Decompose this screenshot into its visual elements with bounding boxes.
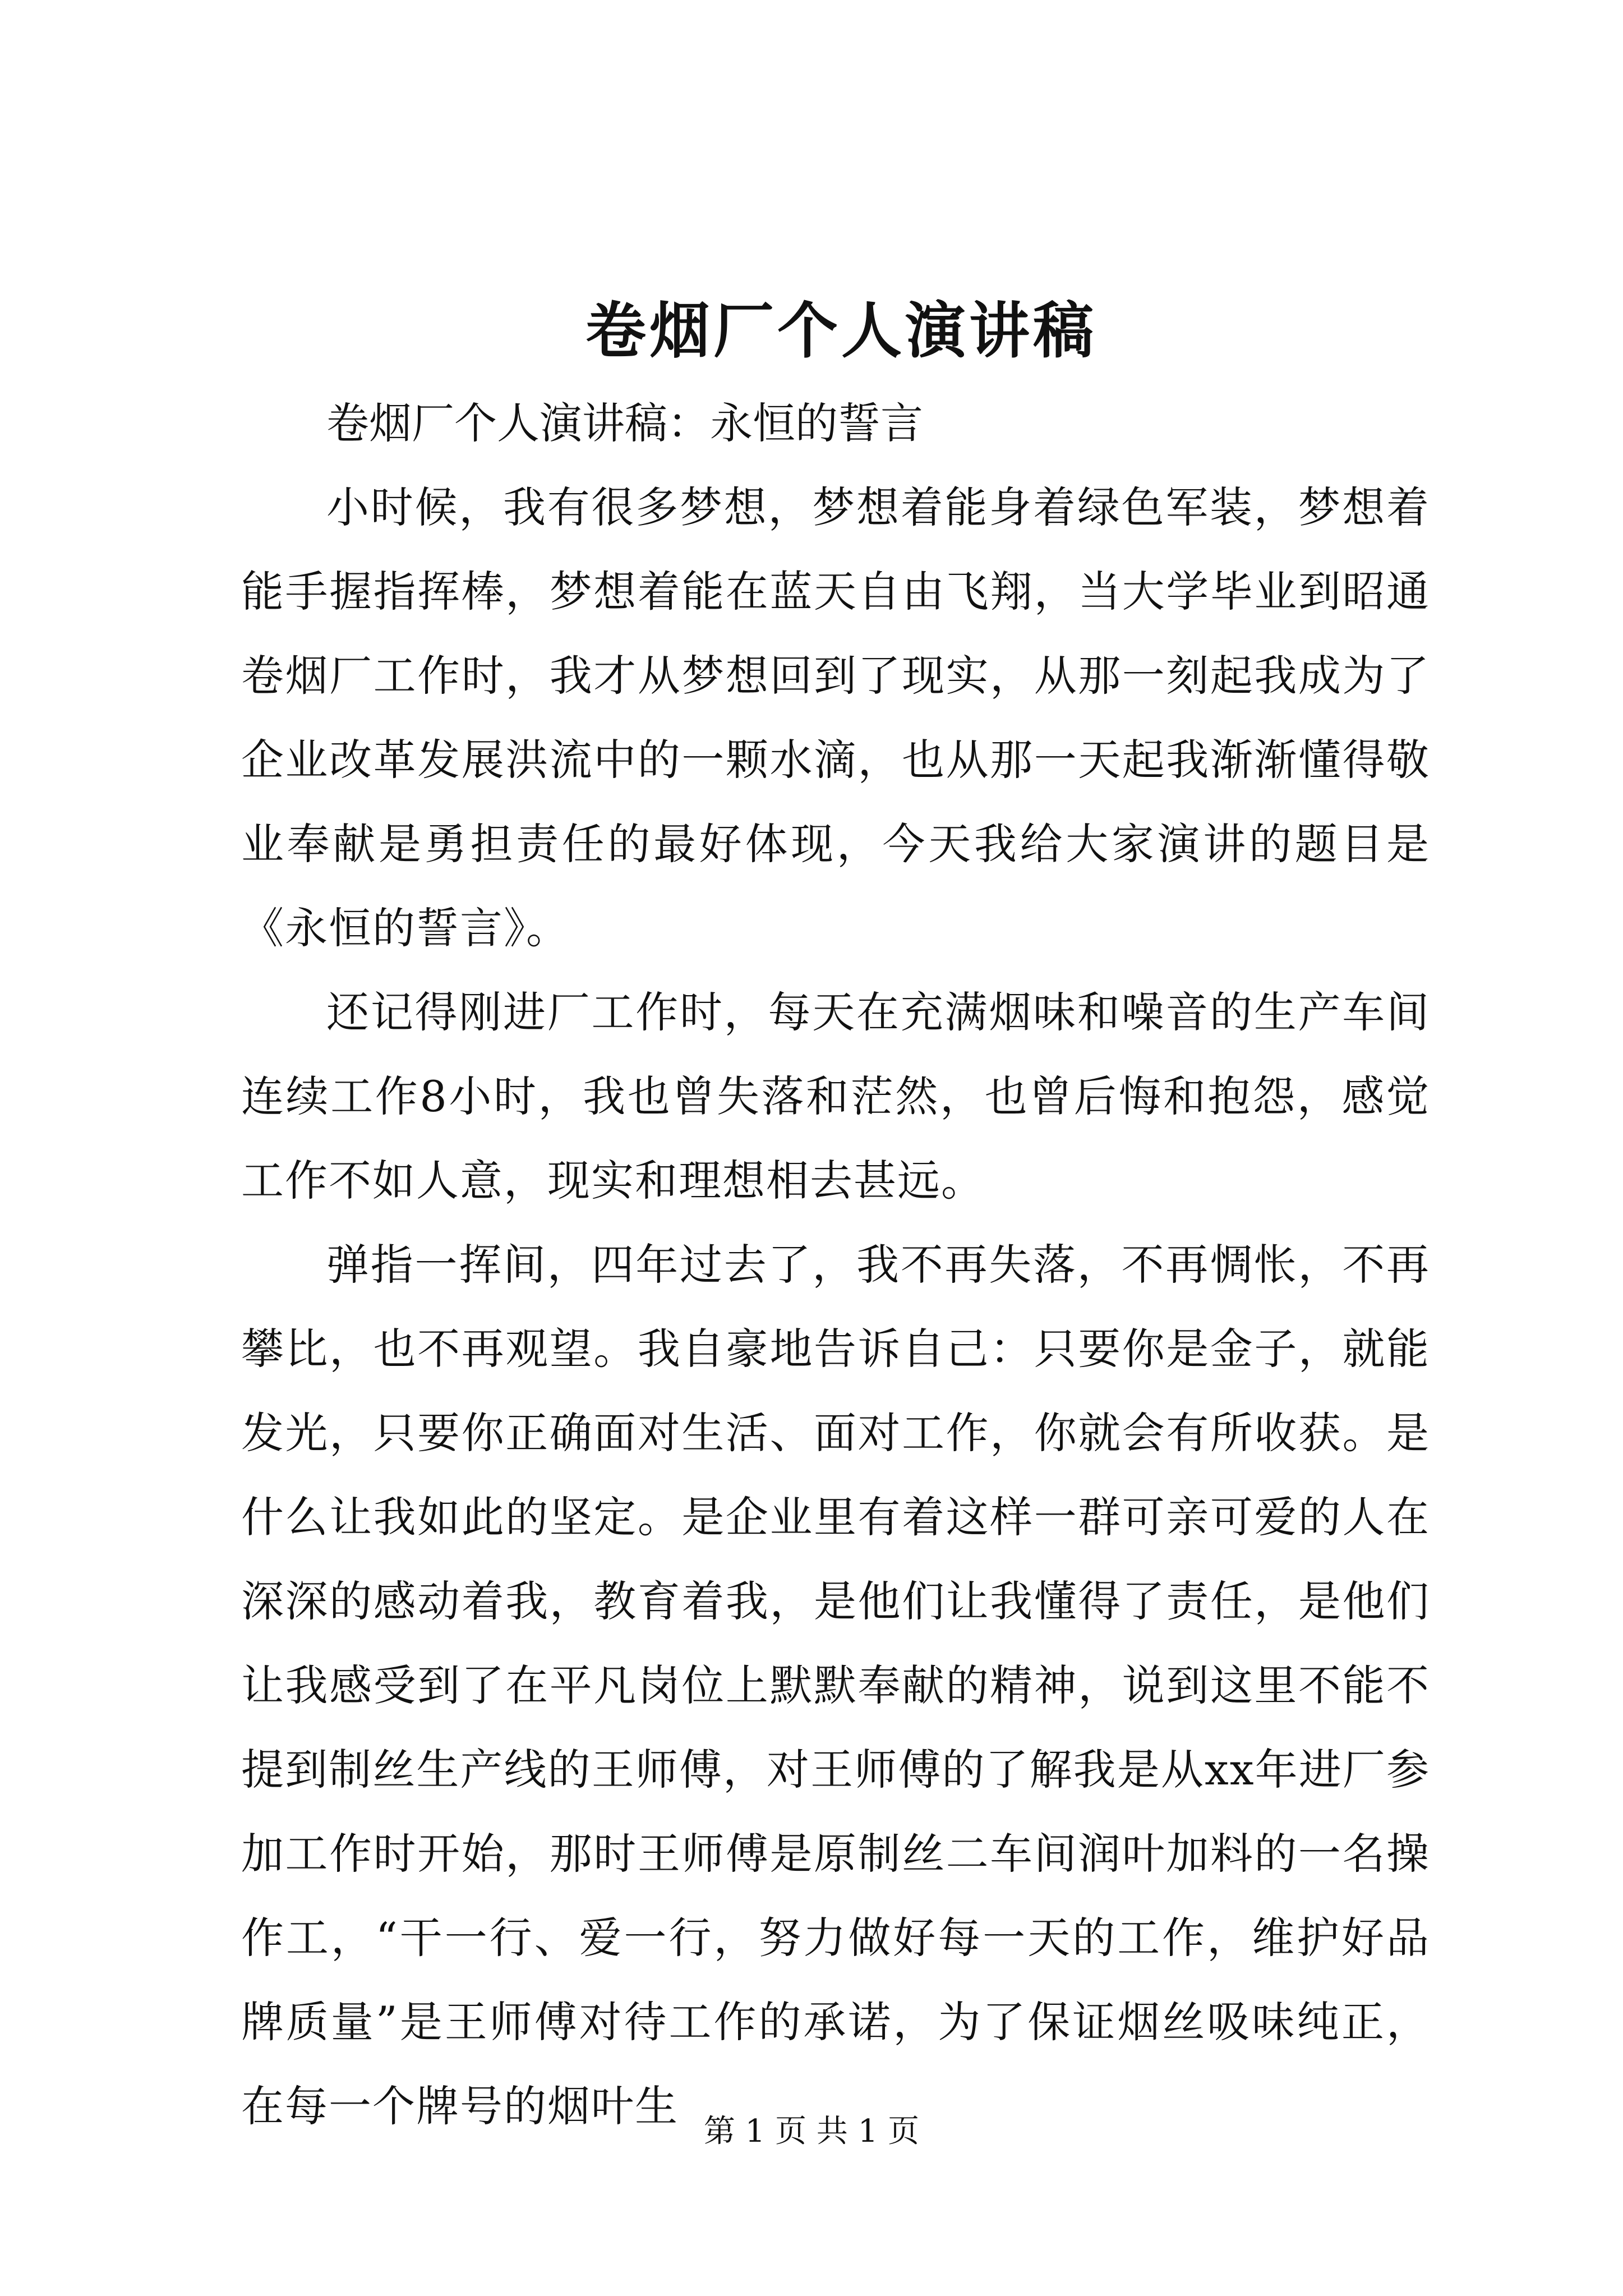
paragraph: 弹指一挥间，四年过去了，我不再失落，不再惆怅，不再攀比，也不再观望。我自豪地告诉自己：只要你是金子，就能发光，只要你正确面对生活、面对工作，你就会有所收获。是什么让我如此的坚定。是企业里有着这样一群可亲可爱的人在深深的感动着我，教育着我，是他们让我懂得了责任，是他们让我感受到了在平凡岗位上默默奉献的精神，说到这里不能不提到制丝生产线的王师傅，对王师傅的了解我是从xx年进厂参加工作时开始，那时王师傅是原制丝二车间润叶加料的一名操作工，“干一行、爱一行，努力做好每一天的工作，维护好品牌质量”是王师傅对待工作的承诺，为了保证烟丝吸味纯正，在每一个牌号的烟叶生	[241, 1240, 1430, 2131]
document-body	[241, 280, 1430, 2148]
document-title: 卷烟厂个人演讲稿	[585, 296, 1097, 366]
paragraph: 还记得刚进厂工作时，每天在充满烟味和噪音的生产车间连续工作8小时，我也曾失落和茫然，也曾后悔和抱怨，感觉工作不如人意，现实和理想相去甚远。	[241, 987, 1430, 1205]
page-footer: 第 1 页 共 1 页	[703, 2113, 920, 2150]
document-subtitle: 卷烟厂个人演讲稿：永恒的誓言	[326, 398, 923, 448]
paragraph: 小时候，我有很多梦想，梦想着能身着绿色军装，梦想着能手握指挥棒，梦想着能在蓝天自由飞翔，当大学毕业到昭通卷烟厂工作时，我才从梦想回到了现实，从那一刻起我成为了企业改革发展洪流中的一颗水滴，也从那一天起我渐渐懂得敬业奉献是勇担责任的最好体现，今天我给大家演讲的题目是《永恒的誓言》。	[241, 482, 1430, 953]
